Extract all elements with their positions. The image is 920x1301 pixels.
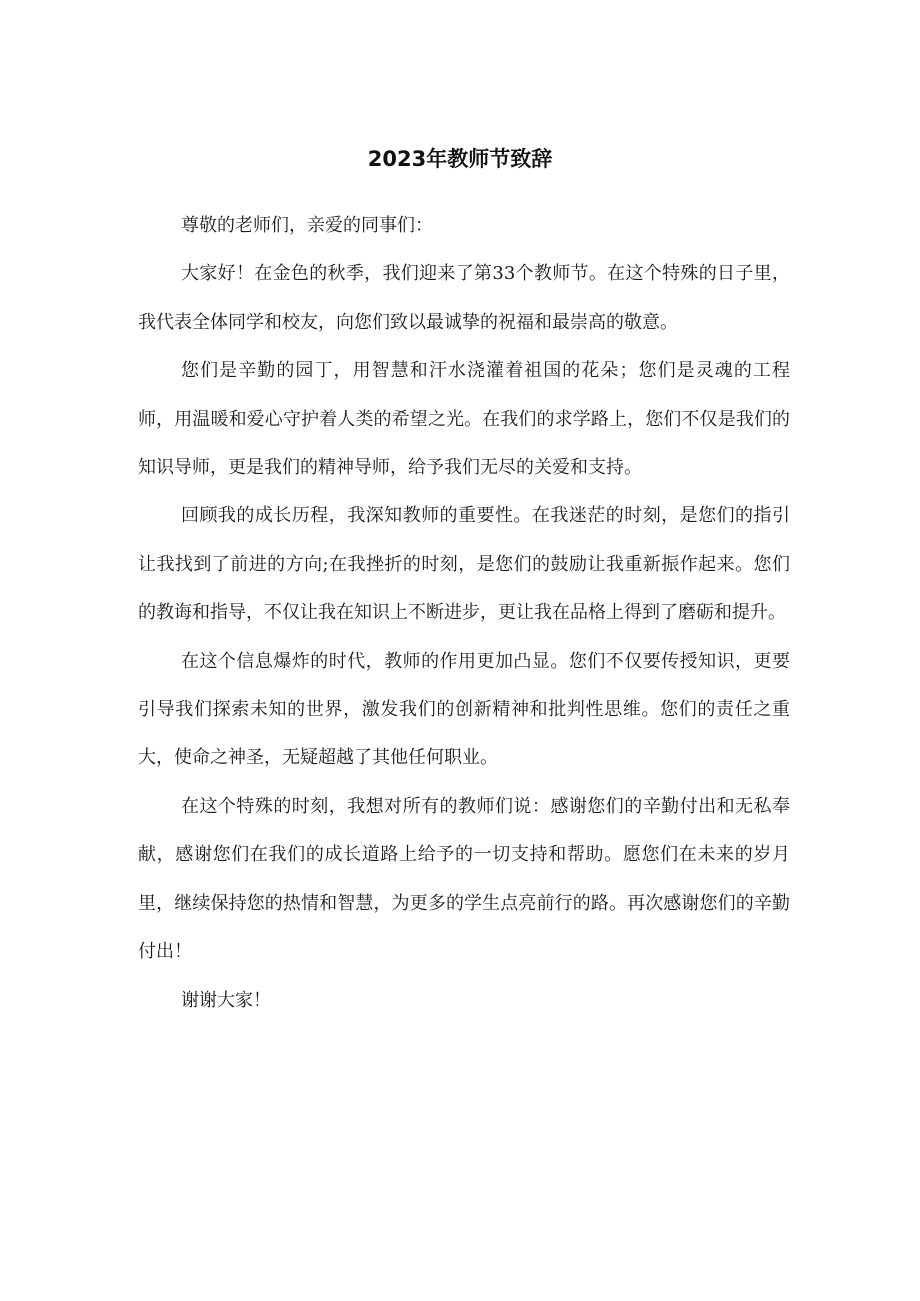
paragraph-growth: 回顾我的成长历程，我深知教师的重要性。在我迷茫的时刻，是您们的指引让我找到了前进的方向;在我挫折的时刻，是您们的鼓励让我重新振作起来。您们的教诲和指导，不仅让我在知识上不断进步，更让我在品格上得到了磨砺和提升。 (138, 505, 790, 624)
paragraph-information-era: 在这个信息爆炸的时代，教师的作用更加凸显。您们不仅要传授知识，更要引导我们探索未知的世界，激发我们的创新精神和批判性思维。您们的责任之重大，使命之神圣，无疑超越了其他任何职业。 (138, 650, 790, 769)
page-title: 2023年教师节致辞 (367, 147, 553, 171)
paragraph-gardeners: 您们是辛勤的园丁，用智慧和汗水浇灌着祖国的花朵；您们是灵魂的工程师，用温暖和爱心守护着人类的希望之光。在我们的求学路上，您们不仅是我们的知识导师，更是我们的精神导师，给予我们无尽的关爱和支持。 (138, 360, 790, 479)
document-body (138, 202, 790, 1025)
paragraph-thanks: 在这个特殊的时刻，我想对所有的教师们说：感谢您们的辛勤付出和无私奉献，感谢您们在我们的成长道路上给予的一切支持和帮助。愿您们在未来的岁月里，继续保持您的热情和智慧，为更多的学生点亮前行的路。再次感谢您们的辛勤付出！ (138, 795, 790, 963)
paragraph-greeting: 大家好！在金色的秋季，我们迎来了第33个教师节。在这个特殊的日子里，我代表全体同学和校友，向您们致以最诚挚的祝福和最崇高的敬意。 (138, 263, 790, 333)
salutation: 尊敬的老师们，亲爱的同事们： (181, 215, 433, 236)
closing: 谢谢大家！ (181, 989, 271, 1011)
